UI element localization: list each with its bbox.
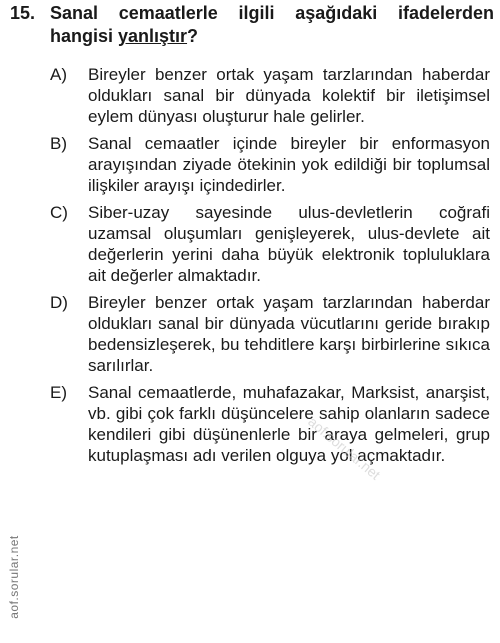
options-list <box>50 64 494 466</box>
option-e[interactable] <box>50 382 494 466</box>
option-d[interactable] <box>50 292 494 376</box>
question-text-after: ? <box>187 26 199 46</box>
diagonal-watermark: aof.sorular.net <box>305 413 384 483</box>
option-c[interactable] <box>50 202 494 286</box>
option-text: Sanal cemaatler içinde bireyler bir enformasyon arayışından ziyade ötekinin yok edildiği bir toplumsal ilişkiler arayışı içindedirler. <box>88 134 490 195</box>
option-a[interactable] <box>50 64 494 127</box>
option-letter: E) <box>50 383 67 402</box>
option-letter: A) <box>50 65 67 84</box>
option-letter: D) <box>50 293 68 312</box>
option-letter: C) <box>50 203 68 222</box>
question-text <box>50 2 494 48</box>
option-letter: B) <box>50 134 67 153</box>
side-watermark: aof.sorular.net <box>6 535 21 619</box>
option-b[interactable] <box>50 133 494 196</box>
question-text-before: Sanal cemaatlerle ilgili aşağıdaki ifadelerden hangisi <box>50 3 494 46</box>
option-text: Siber-uzay sayesinde ulus-devletlerin coğrafi uzamsal oluşumları genişleyerek, ulus-devlete ait değerlerin yerini daha büyük elektronik topluluklara ait değerler almaktadır. <box>88 203 490 285</box>
question-header <box>10 2 494 48</box>
option-text: Bireyler benzer ortak yaşam tarzlarından haberdar oldukları sanal bir dünyada kolektif bir iletişimsel eylem dünyası oluşturur hale gelirler. <box>88 65 490 126</box>
option-text: Sanal cemaatlerde, muhafazakar, Marksist, anarşist, vb. gibi çok farklı düşüncelere sahip olanların sadece kendileri gibi düşünenlerle bir araya gelmeleri, grup kutuplaşması adı verilen olguya yol açmaktadır. <box>88 383 490 465</box>
question-number: 15. <box>10 3 36 23</box>
option-text: Bireyler benzer ortak yaşam tarzlarından haberdar oldukları sanal bir dünyada vücutlarını geride bırakıp bedensizleşerek, bu tehditlere karşı birbirlerine sıkıca sarılırlar. <box>88 293 490 375</box>
question-block <box>10 2 494 472</box>
question-text-underlined: yanlıştır <box>118 26 188 46</box>
